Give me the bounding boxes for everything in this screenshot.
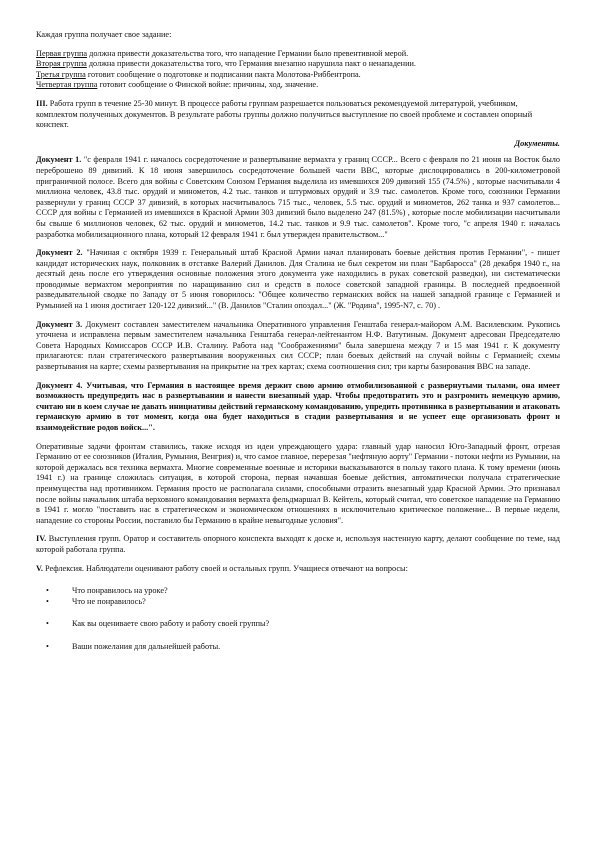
document-label: Документ 1. xyxy=(36,155,82,165)
group-label: Первая группа xyxy=(36,48,88,58)
question-text: Как вы оцениваете свою работу и работу своей группы? xyxy=(72,619,270,629)
reflection-questions xyxy=(36,586,560,652)
step-text: Выступления групп. Оратор и составитель опорного конспекта выходят к доске и, используя настенную карту, делают сообщение по теме, над которой работала группа. xyxy=(36,534,560,554)
document-text: "с февраля 1941 г. началось сосредоточение и развертывание вермахта у границ СССР... Всего с февраля по 21 июня на Восток было переброшено 89 дивизий. К 18 июня завершилось сосредоточение большей части ВВС, которые дислоцировались в 200-километровой приграничной полосе. Всего для войны с Советским Союзом Германия выделила из имевшихся 209 дивизий 155 (74.5%) , которые насчитывали 4 миллиона человек, 43.8 тыс. орудий и минометов, 4.2 тыс. танков и штурмовых орудий и 3.9 тыс. самолетов. Кроме того, союзники Германии развернули у границ СССР 37 дивизий, в которых насчитывалось 715 тыс., человек, 5.5 тыс. орудий и минометов, 262 танка и 937 самолетов... СССР для войны с Германией из имевшихся в Красной Армии 303 дивизий было выделено 247 (81.5%) , которые после мобилизации насчитывали бы свыше 6 миллионов человек, 62 тыс. орудий и минометов, 14.2 тыс. танков и 9.9 тыс. самолетов". Кроме того, "с апреля 1940 г. началась разработка мобилизационного плана, который 12 февраля 1941 г. был утвержден правительством..." xyxy=(36,155,560,239)
group-item xyxy=(36,70,560,81)
document-3 xyxy=(36,320,560,373)
document-text: Учитывая, что Германия в настоящее время держит свою армию отмобилизованной с развернутыми тылами, она имеет возможность предупредить нас в развертывании и нанести внезапный удар. Чтобы предотвратить это и разгромить немецкую армию, считаю ни в коем случае не давать инициативы действий германскому командованию, упредить противника в развертывании и атаковать германскую армию в тот момент, когда она будет находиться в стадии развертывания и не успеет еще организовать фронт и взаимодействие родов войск...". xyxy=(36,380,560,432)
group-item xyxy=(36,80,560,91)
document-label: Документ 3. xyxy=(36,319,83,329)
list-item xyxy=(36,619,560,630)
document-label: Документ 2. xyxy=(36,248,83,258)
documents-heading: Документы. xyxy=(514,138,560,148)
list-item xyxy=(36,586,560,597)
group-label: Третья группа xyxy=(36,69,86,79)
step-text: Рефлексия. Наблюдатели оценивают работу своей и остальных групп. Учащиеся отвечают на вопросы: xyxy=(42,563,408,573)
group-label: Четвертая группа xyxy=(36,80,98,90)
step-number: III. xyxy=(36,98,48,108)
question-text: Что понравилось на уроке? xyxy=(72,586,168,596)
group-text: должна привести доказательства того, что Германия внезапно нарушила пакт о ненападении. xyxy=(86,59,416,69)
group-item xyxy=(36,49,560,60)
document-2 xyxy=(36,248,560,312)
bullet-icon: • xyxy=(46,596,49,606)
bullet-icon: • xyxy=(46,619,49,629)
group-item xyxy=(36,59,560,70)
step-four xyxy=(36,534,560,555)
document-4 xyxy=(36,381,560,434)
bullet-icon: • xyxy=(46,586,49,596)
analysis-paragraph: Оперативные задачи фронтам ставились, также исходя из идеи упреждающего удара: главный удар наносил Юго-Западный фронт, отрезая Германию от ее союзников (Италия, Румыния, Венгрия) и, что самое главное, перерезая "нефтяную аорту" Германии - потоки нефти из Румынии, на которой держалась вся техника вермахта. Многие современные военные и историки высказываются в пользу такого плана. К тому времени (июнь 1941 г.) на границе сложилась ситуация, в которой сторона, первая начавшая боевые действия, автоматически получала стратегические преимущества над противником. Германия просто не располагала силами, способными отразить внезапный удар Красной Армии. Это признавал после войны начальник штаба верховного командования вермахта фельдмаршал В. Кейтель, который считал, что советское нападение на Германию в 1941 г. могло "поставить нас в стратегическом и экономическом отношениях в исключительно критическое положение... В первые недели, нападение со стороны России, поставило бы Германию в крайне невыгодные условия". xyxy=(36,441,560,525)
list-item xyxy=(36,642,560,653)
step-number: V. xyxy=(36,563,43,573)
question-text: Ваши пожелания для дальнейшей работы. xyxy=(72,641,221,651)
group-assignments xyxy=(36,49,560,91)
document-text: "Начиная с октября 1939 г. Генеральный штаб Красной Армии начал планировать боевые действия против Германии", - пишет кандидат исторических наук, полковник в отставке Валерий Данилов. Для Сталина не был секретом ни план "Барбаросса" (28 декабря 1940 г., на десятый день после его утверждения основные положения этого документа уже находились в руках советской разведки), ни систематически проводимые вермахтом мероприятия по наращиванию сил и средств в полосе советской западной границы. В последней предвоенной разведывательной сводке по Западу от 5 июня говорилось: "Общее количество германских войск на нашей западной границе с Германией и Румынией на 1 июня достигает 120-122 дивизий..." (В. Данилов "Сталин опоздал..." (Ж. "Родина", 1995-N7, с. 70) . xyxy=(36,248,560,311)
document-text: Документ составлен заместителем начальника Оперативного управления Генштаба генерал-майором А.М. Василевским. Рукопись уточнена и исправлена первым заместителем начальника Генштаба генерал-лейтенантом Н.Ф. Ватутиным. Документ адресован Председателю Совета Народных Комиссаров СССР И.В. Сталину. Работа над "Соображениями" была завершена между 7 и 15 мая 1941 г. К документу прилагаются: план стратегического развертывания вооруженных сил СССР; план боевых действий на случай войны с Германией; схемы развертывания на карте; схемы развертывания на прикрытие на трех картах; схема соотношения сил; три карты базирования ВВС на западе. xyxy=(36,319,560,372)
document-1 xyxy=(36,155,560,240)
step-three xyxy=(36,99,560,131)
step-number: IV. xyxy=(36,534,47,544)
document-page xyxy=(36,30,560,653)
document-label: Документ 4. xyxy=(36,380,83,390)
question-text: Что не понравилось? xyxy=(72,596,146,606)
group-text: должна привести доказательства того, что нападение Германии было превентивной мерой. xyxy=(87,48,409,58)
group-text: готовит сообщение о Финской войне: причины, ход, значение. xyxy=(97,80,319,90)
step-five xyxy=(36,564,560,575)
intro-text: Каждая группа получает свое задание: xyxy=(36,30,172,39)
step-text: Работа групп в течение 25-30 минут. В процессе работы группам разрешается пользоваться рекомендуемой литературой, учебником, комплектом полученных документов. В результате работы группы должно получиться выступление по своей проблеме и составлен опорный конспект. xyxy=(36,98,533,130)
list-item xyxy=(36,597,560,608)
bullet-icon: • xyxy=(46,641,49,651)
group-label: Вторая группа xyxy=(36,59,87,69)
group-text: готовит сообщение о подготовке и подписании пакта Молотова-Риббентропа. xyxy=(85,69,361,79)
